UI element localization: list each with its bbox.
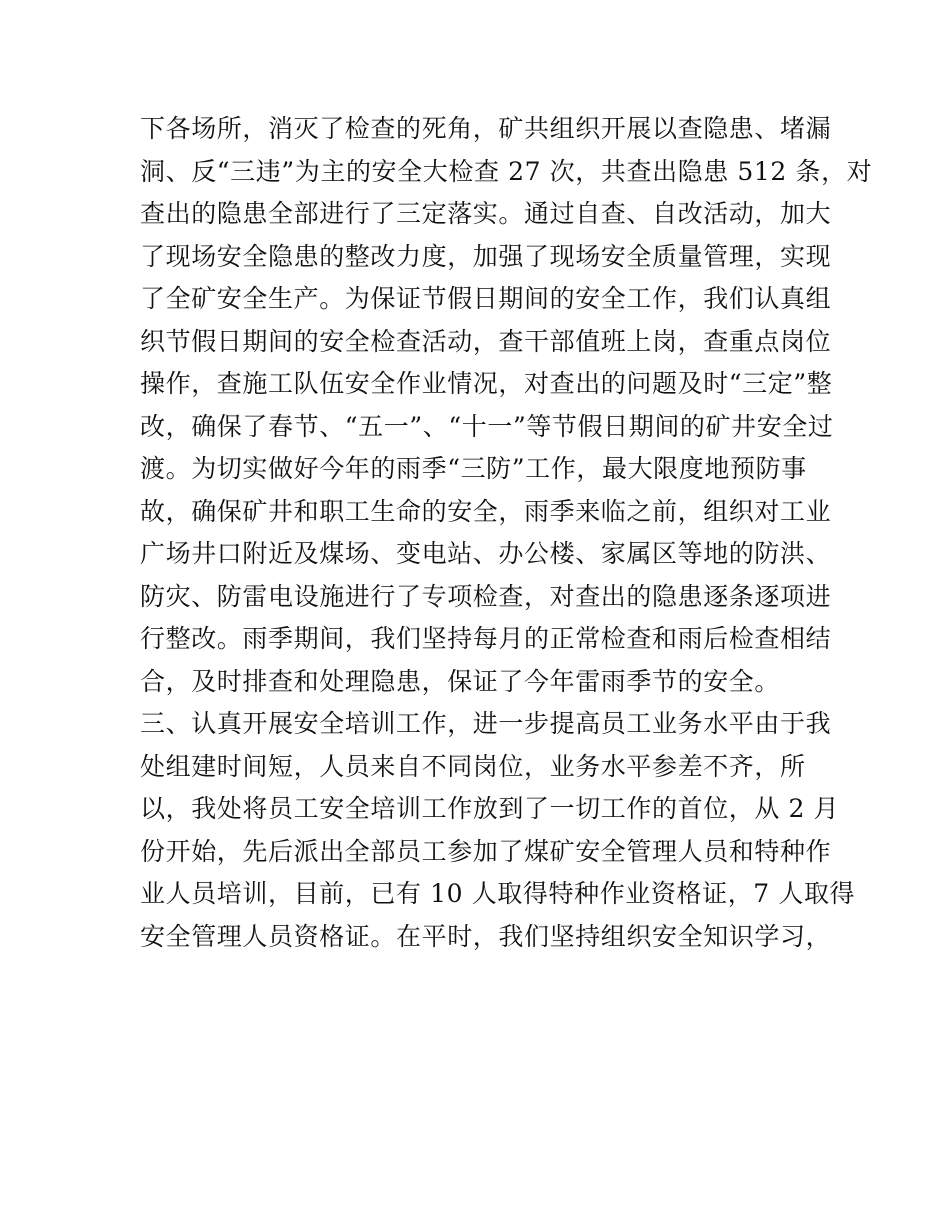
text-line: 以，我处将员工安全培训工作放到了一切工作的首位，从 2 月 <box>140 794 840 823</box>
text-line: 安全管理人员资格证。在平时，我们坚持组织安全知识学习， <box>140 921 832 951</box>
text-line: 合，及时排查和处理隐患，保证了今年雷雨季节的安全。 <box>140 666 781 696</box>
text-line: 广场井口附近及煤场、变电站、办公楼、家属区等地的防洪、 <box>140 539 832 568</box>
text-line: 织节假日期间的安全检查活动，查干部值班上岗，查重点岗位 <box>140 326 832 356</box>
text-line: 操作，查施工队伍安全作业情况，对查出的问题及时“三定”整 <box>140 369 833 398</box>
text-line: 了全矿安全生产。为保证节假日期间的安全工作，我们认真组 <box>140 284 832 313</box>
text-line: 了现场安全隐患的整改力度，加强了现场安全质量管理，实现 <box>140 241 832 271</box>
text-line: 查出的隐患全部进行了三定落实。通过自查、自改活动，加大 <box>140 199 832 228</box>
text-line: 防灾、防雷电设施进行了专项检查，对查出的隐患逐条逐项进 <box>140 581 832 611</box>
section-heading-line: 三、认真开展安全培训工作，进一步提高员工业务水平由于我 <box>140 709 832 738</box>
text-line: 行整改。雨季期间，我们坚持每月的正常检查和雨后检查相结 <box>140 624 832 653</box>
text-line: 渡。为切实做好今年的雨季“三防”工作，最大限度地预防事 <box>140 454 807 483</box>
text-line: 下各场所，消灭了检查的死角，矿共组织开展以查隐患、堵漏 <box>140 114 832 143</box>
text-line: 故，确保矿井和职工生命的安全，雨季来临之前，组织对工业 <box>140 496 832 526</box>
document-body <box>140 108 873 958</box>
text-line: 处组建时间短，人员来自不同岗位，业务水平参差不齐，所 <box>140 751 806 781</box>
text-line: 份开始，先后派出全部员工参加了煤矿安全管理人员和特种作 <box>140 836 832 866</box>
text-line: 改，确保了春节、“五一”、“十一”等节假日期间的矿井安全过 <box>140 411 834 441</box>
text-line: 洞、反“三违”为主的安全大检查 27 次，共查出隐患 512 条，对 <box>140 156 873 186</box>
text-line: 业人员培训，目前，已有 10 人取得特种作业资格证，7 人取得 <box>140 879 856 908</box>
